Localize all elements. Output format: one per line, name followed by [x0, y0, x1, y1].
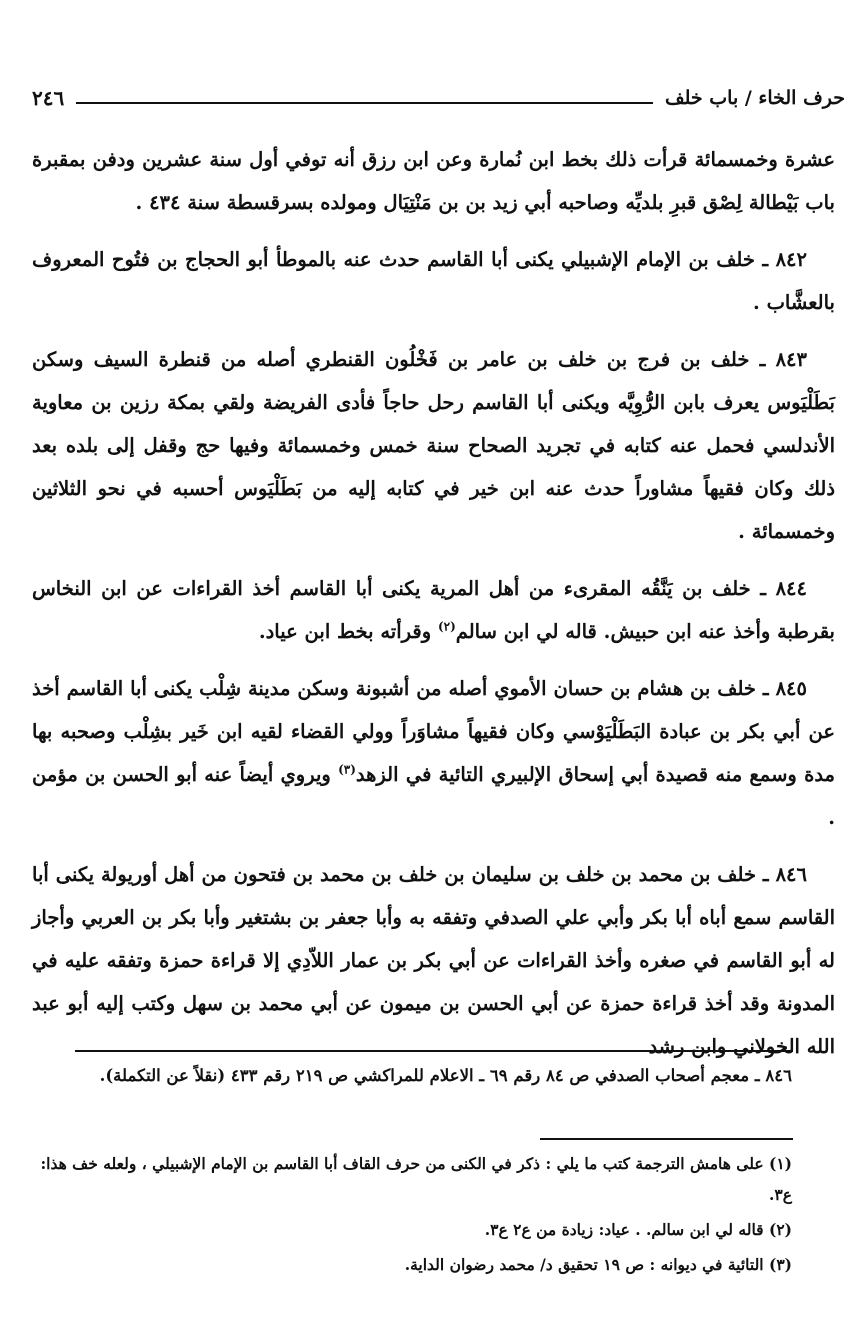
footnote-divider	[75, 1050, 793, 1052]
entry-845	[32, 667, 835, 839]
footnote-ref-3: (٣)	[338, 762, 356, 777]
main-text	[32, 138, 835, 1082]
entry-846: ٨٤٦ ـ خلف بن محمد بن خلف بن سليمان بن خلف بن محمد بن فتحون من أهل أوريولة يكنى أبا القاسم سمع أباه أبا بكر وأبي علي الصدفي وتفقه به وأبا جعفر بن بشتغير وأبا بكر بن العربي وأجاز له أبو القاسم في صغره وأخذ القراءات عن أبي بكر بن عمار اللاّدِي إلا قراءة حمزة وتفقه عليه في المدونة وقد أخذ قراءة حمزة عن أبي الحسن بن ميمون عن أبي محمد بن سهل وكتب إليه أبو عبد الله الخولاني وابن رشد	[32, 863, 835, 1058]
entry-844-text: ٨٤٤ ـ خلف بن يَنَّقُه المقرىء من أهل المرية يكنى أبا القاسم أخذ القراءات عن ابن النخاس بقرطبة وأخذ عنه ابن حبيش. قاله لي ابن سالم	[32, 577, 835, 643]
footnote-ref-2: (٢)	[437, 619, 456, 634]
sources-note: ٨٤٦ ـ معجم أصحاب الصدفي ص ٨٤ رقم ٦٩ ـ الاعلام للمراكشي ص ٢١٩ رقم ٤٣٣ (نقلاً عن التكملة).	[99, 1066, 792, 1085]
entry-844	[32, 567, 835, 653]
entry-842: ٨٤٢ ـ خلف بن الإمام الإشبيلي يكنى أبا القاسم حدث عنه بالموطأ أبو الحجاج بن فتُوح المعروف بالعشَّاب .	[32, 248, 835, 314]
footnote-divider-short	[540, 1138, 793, 1140]
entry-845-text-end: ويروي أيضاً عنه أبو الحسن بن مؤمن .	[32, 763, 835, 829]
page-number: ٢٤٦	[32, 86, 65, 110]
footnote-3: (٣) التائية في ديوانه : ص ١٩ تحقيق د/ محمد رضوان الداية.	[404, 1255, 792, 1274]
entry-844-text-end: وقرأته بخط ابن عياد.	[258, 620, 438, 643]
entry-843: ٨٤٣ ـ خلف بن فرج بن خلف بن عامر بن فَخْلُون القنطري أصله من قنطرة السيف وسكن بَطَلْيَوس يعرف بابن الرُّوِيَّه ويكنى أبا القاسم رحل حاجاً فأدى الفريضة ولقي بمكة رزين بن معاوية الأندلسي فحمل عنه كتابه في تجريد الصحاح سنة خمس وخمسمائة وفيها حج وقفل إلى بلده بعد ذلك وكان فقيهاً مشاوراً حدث عنه ابن خير في كتابه إليه من بَطَلْيَوس أحسبه في نحو الثلاثين وخمسمائة .	[32, 348, 835, 543]
footnote-2: (٢) قاله لي ابن سالم. . عياد: زيادة من ع٢ ع٣.	[484, 1220, 792, 1239]
continued-paragraph: عشرة وخمسمائة قرأت ذلك بخط ابن نُمارة وعن ابن رزق أنه توفي أول سنة عشرين ودفن بمقبرة باب بَيْطالة لِصْق قبرِ بلديِّه وصاحبه أبي زيد بن بن مَنْتِيَال ومولده بسرقسطة سنة ٤٣٤ .	[32, 148, 835, 214]
page-header	[32, 84, 845, 112]
header-rule	[76, 102, 653, 104]
running-title: حرف الخاء / باب خلف	[664, 87, 845, 109]
footnote-1: (١) على هامش الترجمة كتب ما يلي : ذكر في الكنى من حرف القاف أبا القاسم بن الإمام الإشبيلي ، ولعله خف هذا: ع٣.	[40, 1154, 792, 1204]
entry-845-text: ٨٤٥ ـ خلف بن هشام بن حسان الأموي أصله من أشبونة وسكن مدينة شِلْب يكنى أبا القاسم أخذ عن أبي بكر بن عبادة البَطَلْيَوْسي وكان فقيهاً مشاوَراً وولي القضاء لقيه ابن خَير بشِلْب وصحبه بها مدة وسمع منه قصيدة أبي إسحاق الإلبيري التائية في الزهد	[32, 677, 835, 786]
footnotes	[32, 1148, 792, 1284]
